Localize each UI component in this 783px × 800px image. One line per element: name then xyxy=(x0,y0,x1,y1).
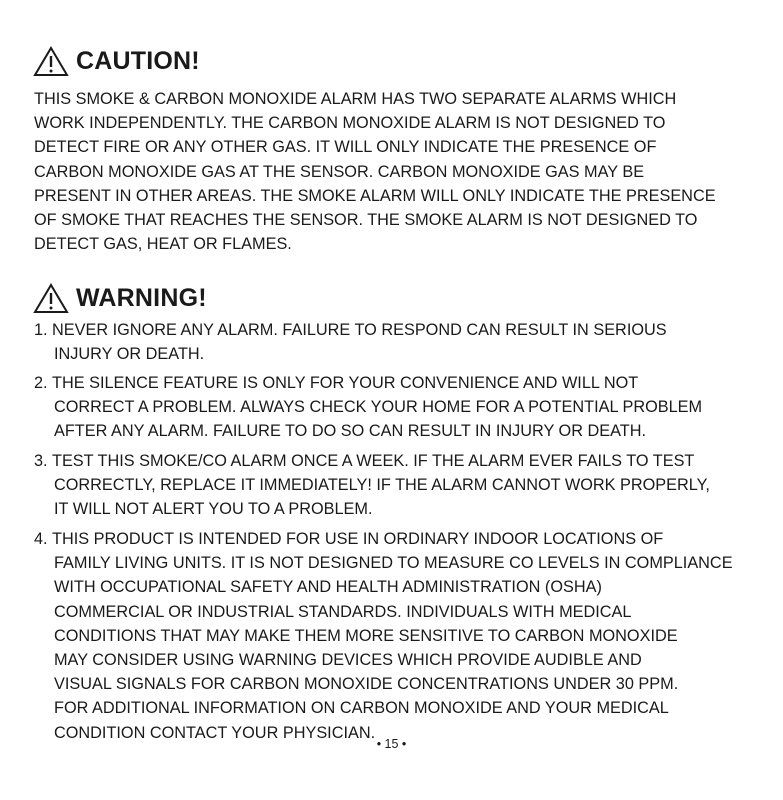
item-line: COMMERCIAL OR INDUSTRIAL STANDARDS. INDIVIDUALS WITH MEDICAL xyxy=(54,602,632,621)
item-line: CORRECT A PROBLEM. ALWAYS CHECK YOUR HOME FOR A POTENTIAL PROBLEM xyxy=(54,398,703,417)
item-number: 1. xyxy=(34,321,48,339)
item-number: 3. xyxy=(34,452,48,470)
caution-line: PRESENT IN OTHER AREAS. THE SMOKE ALARM WILL ONLY INDICATE THE PRESENCE xyxy=(34,186,716,205)
item-number: 4. xyxy=(34,530,48,548)
item-line: THIS PRODUCT IS INTENDED FOR USE IN ORDINARY INDOOR LOCATIONS OF xyxy=(52,530,664,548)
caution-line: WORK INDEPENDENTLY. THE CARBON MONOXIDE ALARM IS NOT DESIGNED TO xyxy=(34,114,666,133)
item-line: AFTER ANY ALARM. FAILURE TO DO SO CAN RESULT IN INJURY OR DEATH. xyxy=(54,422,646,441)
caution-line: DETECT GAS, HEAT OR FLAMES. xyxy=(34,235,292,254)
page-number: • 15 • xyxy=(376,737,407,751)
warning-title: WARNING! xyxy=(76,284,207,312)
item-line: WITH OCCUPATIONAL SAFETY AND HEALTH ADMINISTRATION (OSHA) xyxy=(54,578,602,597)
caution-line: OF SMOKE THAT REACHES THE SENSOR. THE SMOKE ALARM IS NOT DESIGNED TO xyxy=(34,211,698,230)
item-line: FAMILY LIVING UNITS. IT IS NOT DESIGNED TO MEASURE CO LEVELS IN COMPLIANCE xyxy=(54,554,733,573)
item-number: 2. xyxy=(34,374,48,392)
item-line: VISUAL SIGNALS FOR CARBON MONOXIDE CONCENTRATIONS UNDER 30 PPM. xyxy=(54,675,679,694)
warning-triangle-icon xyxy=(33,283,69,314)
item-line: TEST THIS SMOKE/CO ALARM ONCE A WEEK. IF THE ALARM EVER FAILS TO TEST xyxy=(52,452,695,470)
warning-item xyxy=(34,449,754,522)
item-line: CONDITIONS THAT MAY MAKE THEM MORE SENSITIVE TO CARBON MONOXIDE xyxy=(54,626,678,645)
item-line: FOR ADDITIONAL INFORMATION ON CARBON MONOXIDE AND YOUR MEDICAL xyxy=(54,699,669,718)
warning-item xyxy=(34,318,754,366)
warning-triangle-icon xyxy=(33,46,69,77)
item-line: THE SILENCE FEATURE IS ONLY FOR YOUR CONVENIENCE AND WILL NOT xyxy=(52,374,639,392)
item-line: NEVER IGNORE ANY ALARM. FAILURE TO RESPOND CAN RESULT IN SERIOUS xyxy=(52,321,667,339)
warning-item xyxy=(34,371,754,444)
item-line: CONDITION CONTACT YOUR PHYSICIAN. xyxy=(54,723,376,742)
warning-heading xyxy=(33,283,207,314)
caution-line: CARBON MONOXIDE GAS AT THE SENSOR. CARBON MONOXIDE GAS MAY BE xyxy=(34,162,645,181)
item-line: INJURY OR DEATH. xyxy=(54,345,205,364)
caution-title: CAUTION! xyxy=(76,47,200,75)
item-line: IT WILL NOT ALERT YOU TO A PROBLEM. xyxy=(54,500,373,519)
caution-line: THIS SMOKE & CARBON MONOXIDE ALARM HAS TWO SEPARATE ALARMS WHICH xyxy=(34,90,677,108)
item-line: CORRECTLY, REPLACE IT IMMEDIATELY! IF THE ALARM CANNOT WORK PROPERLY, xyxy=(54,476,710,495)
item-line: MAY CONSIDER USING WARNING DEVICES WHICH PROVIDE AUDIBLE AND xyxy=(54,651,642,670)
warning-item xyxy=(34,527,754,745)
caution-body xyxy=(34,87,734,256)
caution-heading xyxy=(33,46,200,77)
caution-line: DETECT FIRE OR ANY OTHER GAS. IT WILL ONLY INDICATE THE PRESENCE OF xyxy=(34,138,657,157)
